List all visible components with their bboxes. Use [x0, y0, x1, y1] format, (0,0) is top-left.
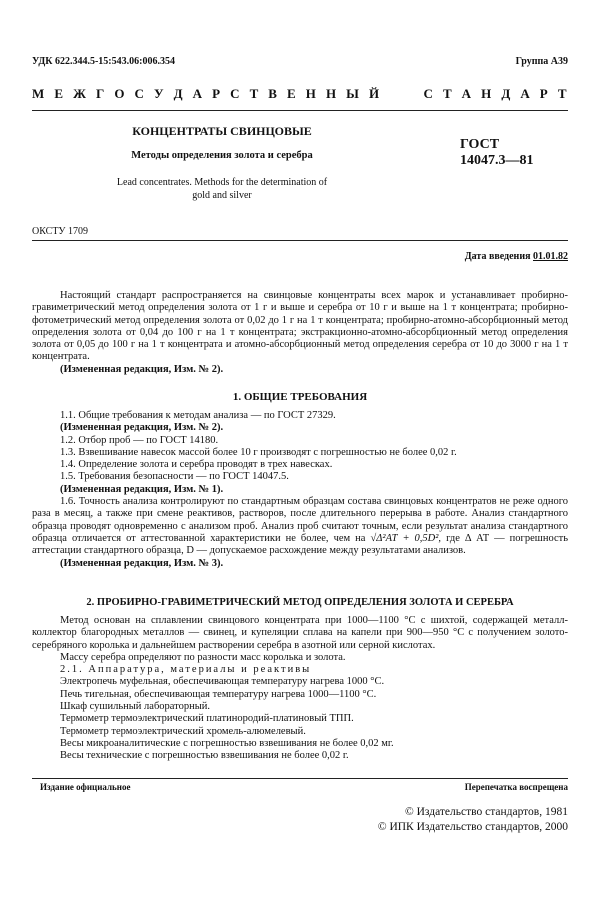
equipment-item: Термометр термоэлектрический хромель-алюмелевый.: [60, 725, 306, 737]
clause-1-4: 1.4. Определение золота и серебра проводят в трех навесках.: [60, 459, 333, 471]
section-2: [32, 596, 568, 763]
intro-paragraph: Настоящий стандарт распространяется на свинцовые концентраты всех марок и устанавливает пробирно-гравиметрический метод определения золота от 1 г и выше и серебра от 10 г и выше на 1 т концентрата; пробирно-фотометрический метод определения золота от 0,02 до 1 г на 1 т концентрата; пробирно-атомно-абсорбционный метод определения золота от 0,04 до 100 г на 1 т концентрата; экстракционно-атомно-абсорбционный метод определения золота от 0,05 до 100 г на 1 т концентрата и атомно-абсорбционный метод определения серебра от 10 до 3000 г на 1 т концентрата.: [32, 290, 568, 363]
intro-amendment-note: (Измененная редакция, Изм. № 2).: [60, 363, 224, 375]
footer-divider: [32, 778, 568, 779]
equipment-item: Весы микроаналитические с погрешностью взвешивания не более 0,02 мг.: [60, 737, 394, 749]
copyright-1981: © Издательство стандартов, 1981: [404, 806, 568, 818]
clause-1-6-formula: √Δ²АТ + 0,5D²: [370, 532, 439, 544]
title-divider: [32, 240, 568, 241]
clause-1-3: 1.3. Взвешивание навесок массой более 10 г производят с погрешностью не более 0,02 г.: [60, 446, 457, 458]
clause-1-6-note: (Измененная редакция, Изм. № 3).: [60, 557, 224, 569]
section-1-heading: 1. ОБЩИЕ ТРЕБОВАНИЯ: [232, 391, 368, 403]
equipment-item: Шкаф сушильный лабораторный.: [60, 701, 211, 713]
clause-1-5: 1.5. Требования безопасности — по ГОСТ 14047.5.: [60, 471, 289, 483]
udk-code: УДК 622.344.5-15:543.06:006.354: [32, 56, 175, 67]
clause-1-6-text-b: , где Δ АТ — погрешность аттестации стандартного образца, D — допускаемое расхождение между результатами анализов.: [32, 532, 569, 557]
silver-mass-note: Массу серебра определяют по разности масс королька и золота.: [60, 651, 346, 663]
clause-1-6: [32, 496, 568, 557]
standard-banner: М Е Ж Г О С У Д А Р С Т В Е Н Н Ы Й С Т А Н Д А Р Т: [32, 86, 568, 101]
doc-title-english-line2: gold and silver: [192, 190, 252, 201]
section-1: [32, 391, 568, 570]
equipment-item: Печь тигельная, обеспечивающая температуру нагрева 1000—1100 °С.: [60, 688, 377, 700]
okstu-code: ОКСТУ 1709: [32, 226, 89, 237]
clause-1-1-note: (Измененная редакция, Изм. № 2).: [60, 422, 224, 434]
doc-subtitle: Методы определения золота и серебра: [131, 150, 313, 161]
header-divider: [32, 110, 568, 111]
equipment-item: Электропечь муфельная, обеспечивающая температуру нагрева 1000 °С.: [60, 676, 385, 688]
official-edition: Издание официальное: [40, 782, 131, 792]
method-description: Метод основан на сплавлении свинцового концентрата при 1000—1100 °С с шихтой, содержащей металл-коллектор благородных металлов — свинец, и купеляции сплава на капели при 900—950 °С с получением золото-серебряного королька и дальнейшем растворении серебра в азотной или серной кислотах.: [32, 615, 568, 651]
gost-number: 14047.3—81: [460, 153, 534, 168]
equipment-item: Термометр термоэлектрический платинородий-платиновый ТПП.: [60, 713, 354, 725]
doc-title: КОНЦЕНТРАТЫ СВИНЦОВЫЕ: [132, 124, 312, 138]
reprint-prohibited: Перепечатка воспрещена: [464, 782, 568, 792]
clause-1-1: 1.1. Общие требования к методам анализа — по ГОСТ 27329.: [60, 410, 336, 421]
intro-block: [32, 290, 568, 376]
section-2-heading: 2. ПРОБИРНО-ГРАВИМЕТРИЧЕСКИЙ МЕТОД ОПРЕДЕЛЕНИЯ ЗОЛОТА И СЕРЕБРА: [86, 597, 514, 608]
copyright-2000: © ИПК Издательство стандартов, 2000: [377, 821, 568, 833]
effective-date: [465, 251, 568, 262]
effective-date-label: Дата введения: [464, 251, 531, 262]
group-code: Группа А39: [515, 56, 568, 67]
equipment-item: Весы технические с погрешностью взвешивания не более 0,02 г.: [60, 750, 349, 762]
clause-1-2: 1.2. Отбор проб — по ГОСТ 14180.: [60, 434, 219, 446]
doc-title-english-line1: Lead concentrates. Methods for the determination of: [116, 177, 328, 188]
clause-2-1: 2.1. Аппаратура, материалы и реактивы: [60, 664, 312, 676]
clause-1-6-text-a: 1.6. Точность анализа контролируют по стандартным образцам состава свинцовых концентратов не реже одного раза в месяц, а также при смене реактивов, растворов, после длительного перерыва в работе. Анализ стандартного образца проводят одновременно с анализом проб. Анализ проб считают точным, если результат анализа стандартного образца отличается от аттестованной характеристики не более, чем на: [32, 496, 568, 544]
effective-date-value: 01.01.82: [533, 251, 568, 262]
gost-label: ГОСТ: [460, 137, 500, 152]
clause-1-5-note: (Измененная редакция, Изм. № 1).: [60, 483, 224, 495]
